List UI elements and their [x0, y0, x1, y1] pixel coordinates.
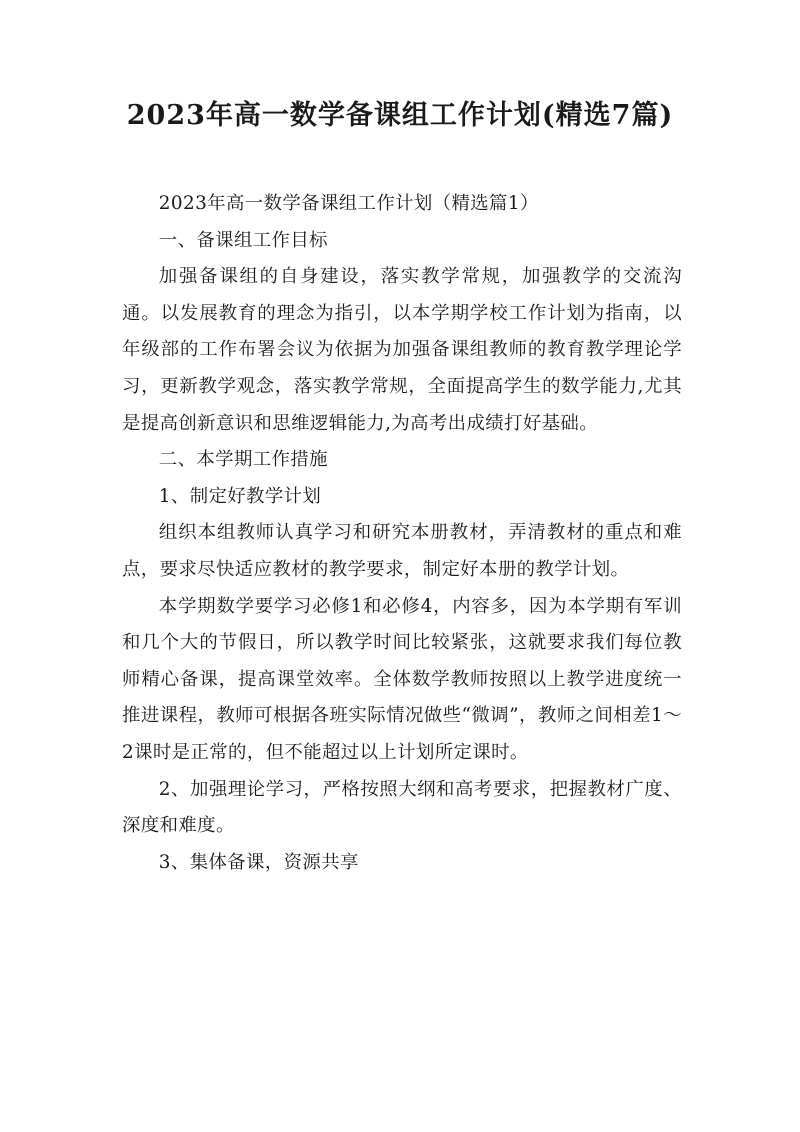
document-body [122, 186, 682, 881]
paragraph-theory-study: 2、加强理论学习，严格按照大纲和高考要求，把握教材广度、深度和难度。 [122, 778, 682, 837]
subheading-teaching-plan: 1、制定好教学计划 [158, 485, 322, 507]
paragraph-schedule: 本学期数学要学习必修1和必修4，内容多，因为本学期有军训和几个大的节假日，所以教学时间比较紧张，这就要求我们每位教师精心备课，提高课堂效率。全体数学教师按照以上教学进度统一推进课程，教师可根据各班实际情况做些“微调”，教师之间相差1～2课时是正常的，但不能超过以上计划所定课时。 [122, 595, 682, 763]
subheading-collective-prep: 3、集体备课，资源共享 [158, 851, 359, 873]
section-title: 2023年高一数学备课组工作计划（精选篇1） [158, 193, 539, 214]
heading-work-measures: 二、本学期工作措施 [158, 449, 328, 471]
paragraph-teaching-plan: 组织本组教师认真学习和研究本册教材，弄清教材的重点和难点，要求尽快适应教材的教学要求，制定好本册的教学计划。 [122, 522, 682, 580]
heading-work-goals: 一、备课组工作目标 [158, 229, 328, 251]
document-title: 2023年高一数学备课组工作计划(精选7篇) [126, 100, 674, 131]
paragraph-goals: 加强备课组的自身建设，落实教学常规，加强教学的交流沟通。以发展教育的理念为指引，以本学期学校工作计划为指南，以年级部的工作布署会议为依据为加强备课组教师的教育教学理论学习，更新教学观念，落实教学常规，全面提高学生的数学能力,尤其是提高创新意识和思维逻辑能力,为高考出成绩打好基础。 [122, 266, 682, 434]
